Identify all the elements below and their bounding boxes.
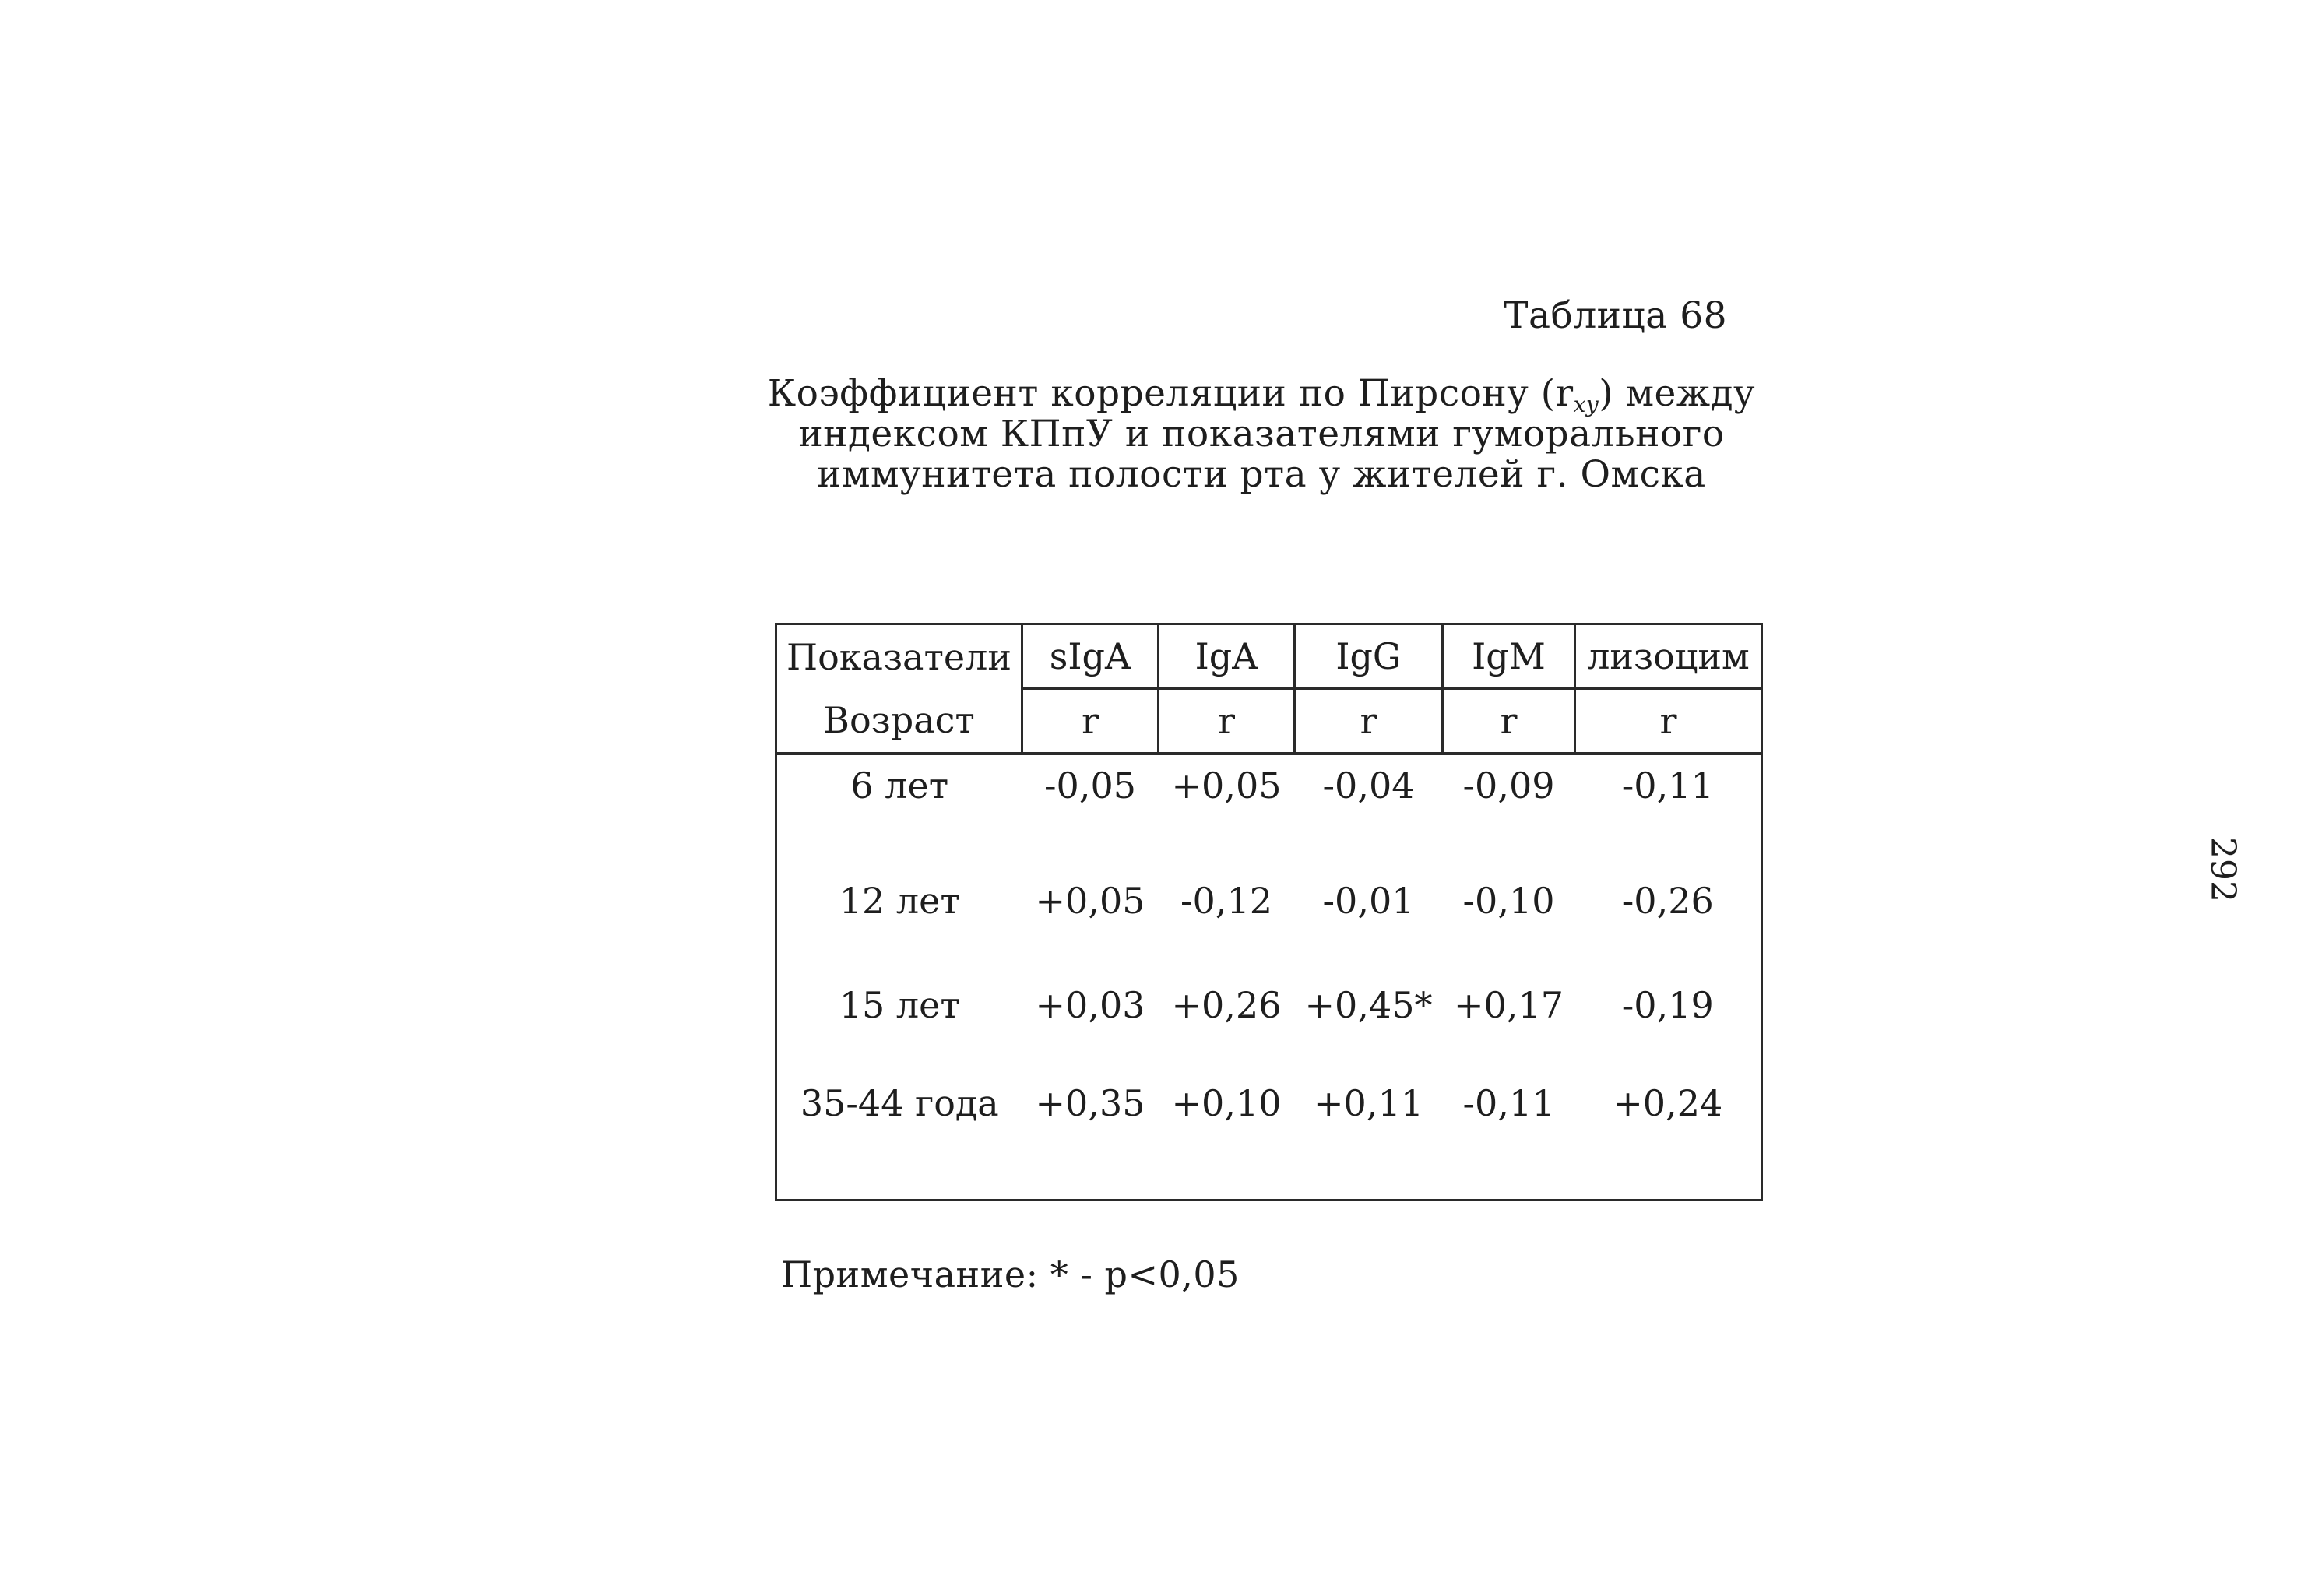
header-r-IgA: r [1159,689,1295,754]
header-r-lysozyme: r [1575,689,1762,754]
title-subscript: xy [1573,392,1599,417]
row-label: 6 лет [850,765,949,807]
table-cell: +0,26 [1171,984,1282,1026]
table-cell: -0,09 [1462,765,1555,807]
header-sIgA: sIgA [1022,624,1159,689]
table-cell: -0,11 [1462,1082,1555,1124]
header-indicators: Показатели [776,624,1022,689]
page-number: 292 [2203,837,2243,902]
table-row [776,1057,1762,1201]
table-cell: -0,05 [1044,765,1136,807]
title-line-3: иммунитета полости рта у жителей г. Омска [817,453,1706,496]
table-cell: +0,05 [1035,880,1145,922]
table-cell: +0,24 [1613,1082,1723,1124]
table-title [685,374,1838,495]
correlation-table [775,623,1763,1201]
table-note: Примечание: * - p<0,05 [781,1253,1240,1295]
table-cell: +0,03 [1035,984,1145,1026]
header-row-age [776,689,1762,754]
table-cell: -0,12 [1180,880,1272,922]
table-number: Таблица 68 [1504,294,1727,337]
title-line-1-end: ) между [1599,372,1756,415]
table-cell: +0,05 [1171,765,1282,807]
header-r-IgM: r [1443,689,1575,754]
table-cell: +0,35 [1035,1082,1145,1124]
table-row [776,754,1762,849]
header-age: Возраст [776,689,1022,754]
title-line-1-start: Коэффициент корреляции по Пирсону (r [767,372,1574,415]
table-row [776,849,1762,953]
header-IgA: IgA [1159,624,1295,689]
table-cell: +0,45* [1304,984,1433,1026]
header-row-indicators [776,624,1762,689]
table-cell: -0,11 [1621,765,1714,807]
header-IgG: IgG [1295,624,1443,689]
table-cell: +0,10 [1171,1082,1282,1124]
header-r-IgG: r [1295,689,1443,754]
header-r-sIgA: r [1022,689,1159,754]
title-line-1 [685,372,1838,417]
row-label: 35-44 года [800,1082,999,1124]
header-lysozyme: лизоцим [1575,624,1762,689]
table-cell: -0,04 [1322,765,1415,807]
table-cell: +0,17 [1454,984,1564,1026]
header-IgM: IgM [1443,624,1575,689]
table-cell: +0,11 [1314,1082,1423,1124]
table-cell: -0,19 [1621,984,1714,1026]
table-cell: -0,26 [1621,880,1714,922]
title-line-2: индексом КПпУ и показателями гуморального [798,413,1725,455]
table-cell: -0,01 [1322,880,1415,922]
row-label: 12 лет [839,880,960,922]
table-row [776,953,1762,1057]
row-label: 15 лет [839,984,960,1026]
table-cell: -0,10 [1462,880,1555,922]
